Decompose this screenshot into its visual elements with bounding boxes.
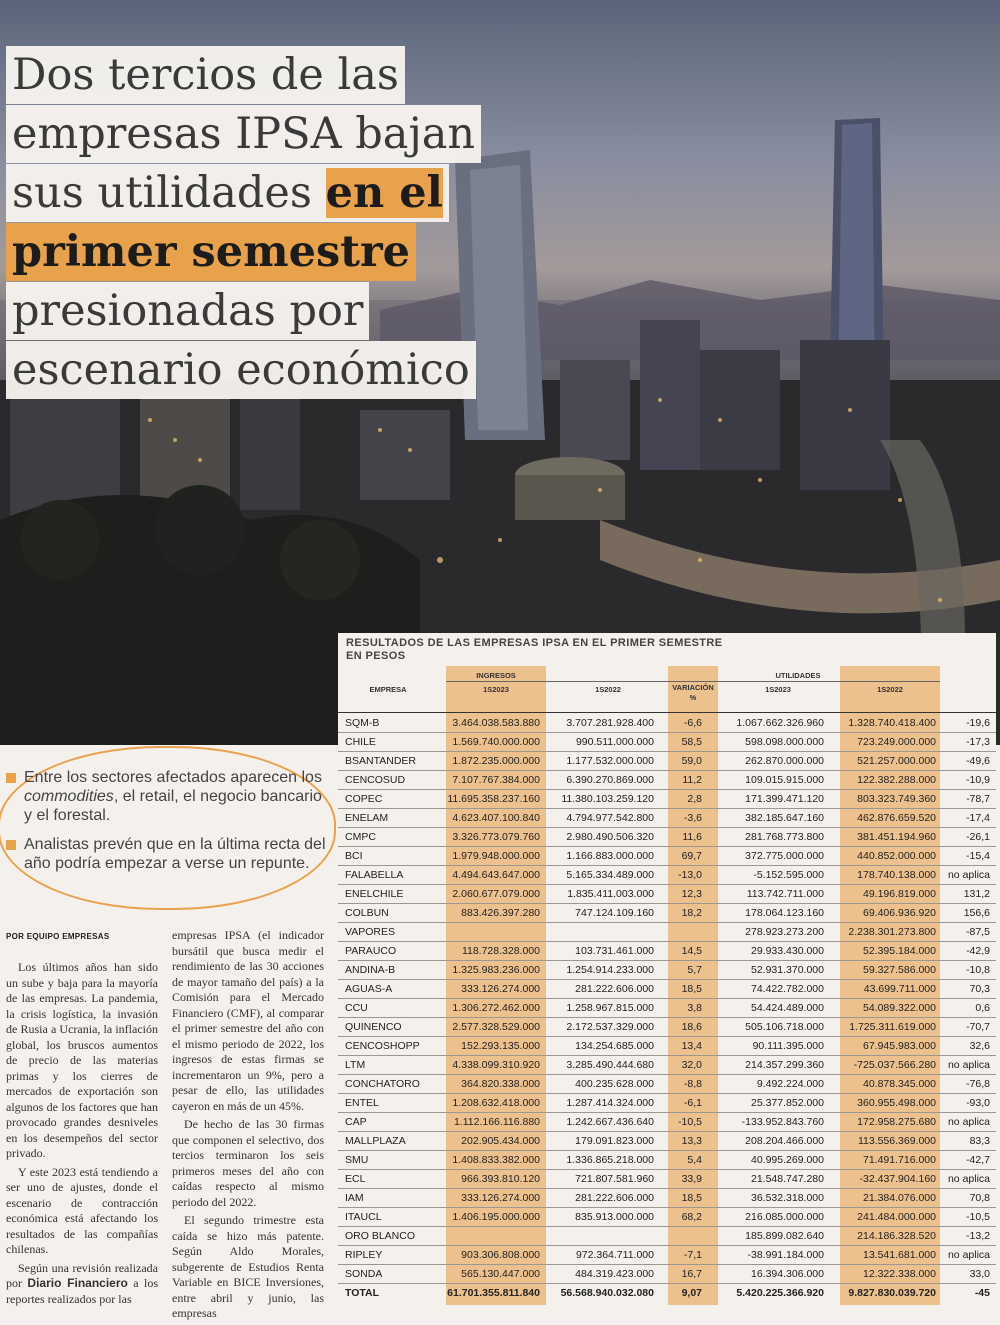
cell-utilidades-2022: 40.878.345.000 xyxy=(863,1078,936,1090)
cell-utilidades-2022: 241.484.000.000 xyxy=(857,1211,936,1223)
cell-utilidades-2022: 71.491.716.000 xyxy=(863,1154,936,1166)
cell-ingresos-2023: 2.060.677.079.000 xyxy=(452,888,540,900)
cell-empresa: ITAUCL xyxy=(345,1211,382,1223)
cell-utilidades-variacion: -93,0 xyxy=(966,1097,990,1109)
table-row xyxy=(338,885,996,904)
cell-utilidades-2022: 723.249.000.000 xyxy=(857,736,936,748)
cell-variacion: 32,0 xyxy=(681,1059,702,1071)
cell-empresa: ENELCHILE xyxy=(345,888,404,900)
table-row xyxy=(338,980,996,999)
table-row xyxy=(338,904,996,923)
cell-ingresos-2023: 1.979.948.000.000 xyxy=(452,850,540,862)
cell-ingresos-2023: 202.905.434.000 xyxy=(461,1135,540,1147)
cell-utilidades-2023: -38.991.184.000 xyxy=(747,1249,824,1261)
table-row xyxy=(338,923,996,942)
cell-ingresos-2022: 1.258.967.815.000 xyxy=(566,1002,654,1014)
cell-utilidades-variacion: no aplica xyxy=(947,1059,990,1071)
cell-utilidades-2022: 803.323.749.360 xyxy=(857,793,936,805)
cell-empresa: VAPORES xyxy=(345,926,395,938)
cell-empresa: ENTEL xyxy=(345,1097,379,1109)
cell-empresa: CMPC xyxy=(345,831,376,843)
cell-empresa: FALABELLA xyxy=(345,869,404,881)
bullet-text: Analistas prevén que en la última recta del año podría empezar a verse un repunte. xyxy=(24,836,326,872)
table-row xyxy=(338,733,996,752)
cell-utilidades-2022: 462.876.659.520 xyxy=(857,812,936,824)
cell-utilidades-variacion: -26,1 xyxy=(966,831,990,843)
cell-utilidades-2022: 440.852.000.000 xyxy=(857,850,936,862)
table-row xyxy=(338,1208,996,1227)
cell-variacion: -6,1 xyxy=(683,1097,702,1109)
table-row xyxy=(338,752,996,771)
cell-utilidades-variacion: -42,9 xyxy=(966,945,990,957)
cell-ingresos-2022: 281.222.606.000 xyxy=(575,1192,654,1204)
table-row xyxy=(338,1151,996,1170)
cell-ingresos-2022: 5.165.334.489.000 xyxy=(566,869,654,881)
cell-utilidades-variacion: -76,8 xyxy=(966,1078,990,1090)
cell-variacion: 16,7 xyxy=(681,1268,702,1280)
header-ingresos: INGRESOS xyxy=(476,671,516,680)
cell-utilidades-2022: 113.556.369.000 xyxy=(857,1135,936,1147)
bullet-item xyxy=(6,835,326,873)
headline-line-3-highlight: en el xyxy=(325,168,443,218)
header-ingresos-2022: 1S2022 xyxy=(595,685,621,694)
cell-empresa: RIPLEY xyxy=(345,1249,383,1261)
cell-ingresos-2023: 7.107.767.384.000 xyxy=(452,774,540,786)
cell-ingresos-2022: 2.172.537.329.000 xyxy=(566,1021,654,1033)
cell-ingresos-2023: 3.464.038.583.880 xyxy=(452,717,540,729)
cell-utilidades-variacion: 70,8 xyxy=(969,1192,990,1204)
summary-bullets xyxy=(6,768,326,883)
cell-variacion: 12,3 xyxy=(681,888,702,900)
cell-variacion: 14,5 xyxy=(681,945,702,957)
cell-ingresos-2023: 903.306.808.000 xyxy=(461,1249,540,1261)
cell-utilidades-2022: 172.958.275.680 xyxy=(857,1116,936,1128)
cell-ingresos-2022: 134.254.685.000 xyxy=(575,1040,654,1052)
cell-ingresos-2023: 883.426.397.280 xyxy=(461,907,540,919)
cell-ingresos-2022: 4.794.977.542.800 xyxy=(566,812,654,824)
cell-utilidades-variacion: -10,9 xyxy=(966,774,990,786)
cell-empresa: MALLPLAZA xyxy=(345,1135,406,1147)
header-rule xyxy=(338,712,996,713)
cell-ingresos-2023: 1.306.272.462.000 xyxy=(452,1002,540,1014)
cell-utilidades-2023: -5.152.595.000 xyxy=(753,869,824,881)
cell-utilidades-variacion: 156,6 xyxy=(963,907,990,919)
headline-line-5: presionadas por xyxy=(6,282,369,340)
table-row xyxy=(338,1094,996,1113)
cell-variacion: 69,7 xyxy=(681,850,702,862)
cell-utilidades-2022: 1.725.311.619.000 xyxy=(849,1021,936,1033)
bullet-item xyxy=(6,768,326,825)
cell-empresa: PARAUCO xyxy=(345,945,397,957)
header-variacion: VARIACIÓN xyxy=(672,683,714,692)
cell-utilidades-2023: 214.357.299.360 xyxy=(745,1059,824,1071)
cell-utilidades-variacion: no aplica xyxy=(947,1173,990,1185)
cell-utilidades-variacion: -17,4 xyxy=(966,812,990,824)
table-row xyxy=(338,1189,996,1208)
cell-ingresos-2022: 179.091.823.000 xyxy=(575,1135,654,1147)
cell-utilidades-2022: 2.238.301.273.800 xyxy=(848,926,936,938)
cell-utilidades-2023: 29.933.430.000 xyxy=(751,945,824,957)
cell-utilidades-2023: 1.067.662.326.960 xyxy=(736,717,824,729)
bullet-square-icon xyxy=(6,773,16,783)
cell-ingresos-2023: 4.338.099.310.920 xyxy=(452,1059,540,1071)
cell-utilidades-2022: 1.328.740.418.400 xyxy=(848,717,936,729)
cell-empresa: COPEC xyxy=(345,793,383,805)
cell-variacion: 11,2 xyxy=(682,774,702,786)
cell-utilidades-2023: 52.931.370.000 xyxy=(751,964,824,976)
cell-utilidades-2023: 54.424.489.000 xyxy=(751,1002,824,1014)
cell-utilidades-variacion: -19,6 xyxy=(966,717,990,729)
cell-utilidades-2023: 281.768.773.800 xyxy=(745,831,824,843)
cell-utilidades-2022: 69.406.936.920 xyxy=(863,907,936,919)
cell-utilidades-2023: 90.111.395.000 xyxy=(752,1040,824,1052)
cell-utilidades-2022: 54.089.322.000 xyxy=(863,1002,936,1014)
cell-variacion: -10,5 xyxy=(678,1116,702,1128)
cell-ingresos-2022: 3.285.490.444.680 xyxy=(566,1059,654,1071)
cell-empresa: ECL xyxy=(345,1173,366,1185)
table-row xyxy=(338,1227,996,1246)
cell-ingresos-2023: 1.112.166.116.880 xyxy=(453,1116,540,1128)
cell-ingresos-2023: 1.408.833.382.000 xyxy=(452,1154,540,1166)
cell-empresa: SONDA xyxy=(345,1268,383,1280)
cell-utilidades-2023: 278.923.273.200 xyxy=(745,926,824,938)
table-row xyxy=(338,1037,996,1056)
cell-empresa: COLBUN xyxy=(345,907,389,919)
cell-utilidades-2022: 43.699.711.000 xyxy=(863,983,936,995)
header-utilidades-2023: 1S2023 xyxy=(765,685,791,694)
cell-utilidades-variacion: -87,5 xyxy=(966,926,990,938)
cell-utilidades-2023: -133.952.843.760 xyxy=(741,1116,824,1128)
cell-ingresos-2022: 835.913.000.000 xyxy=(575,1211,654,1223)
cell-utilidades-2023: 598.098.000.000 xyxy=(745,736,824,748)
cell-empresa: QUINENCO xyxy=(345,1021,402,1033)
cell-variacion: -8,8 xyxy=(683,1078,702,1090)
cell-utilidades-2023: 16.394.306.000 xyxy=(751,1268,824,1280)
table-row xyxy=(338,1075,996,1094)
table-row xyxy=(338,1265,996,1284)
cell-ingresos-2023: 1.208.632.418.000 xyxy=(452,1097,540,1109)
cell-ingresos-2023: 1.569.740.000.000 xyxy=(452,736,540,748)
bullet-square-icon xyxy=(6,840,16,850)
cell-empresa: ENELAM xyxy=(345,812,389,824)
cell-utilidades-variacion: 32,6 xyxy=(969,1040,990,1052)
table-row xyxy=(338,714,996,733)
table-title: RESULTADOS DE LAS EMPRESAS IPSA EN EL PRIMER SEMESTRE EN PESOS xyxy=(346,637,723,662)
cell-utilidades-2022: -725.037.566.280 xyxy=(853,1059,936,1071)
cell-variacion: 11,6 xyxy=(682,831,702,843)
article-column-2 xyxy=(172,928,324,1325)
cell-utilidades-2023: 109.015.915.000 xyxy=(745,774,824,786)
cell-utilidades-2022: 521.257.000.000 xyxy=(857,755,936,767)
cell-utilidades-variacion: -10,8 xyxy=(966,964,990,976)
cell-empresa: SMU xyxy=(345,1154,369,1166)
cell-variacion: 5,4 xyxy=(687,1154,702,1166)
table-row xyxy=(338,847,996,866)
headline-line-1: Dos tercios de las xyxy=(6,46,405,104)
cell-utilidades-variacion: -45 xyxy=(974,1287,990,1299)
table-row xyxy=(338,809,996,828)
cell-ingresos-2022: 1.242.667.436.640 xyxy=(566,1116,654,1128)
cell-ingresos-2023: 1.872.235.000.000 xyxy=(452,755,540,767)
cell-empresa: LTM xyxy=(345,1059,366,1071)
cell-empresa: CHILE xyxy=(345,736,376,748)
cell-ingresos-2022: 11.380.103.259.120 xyxy=(561,793,654,805)
cell-utilidades-2022: -32.437.904.160 xyxy=(859,1173,936,1185)
cell-utilidades-2022: 49.196.819.000 xyxy=(863,888,936,900)
cell-variacion: 18,6 xyxy=(681,1021,702,1033)
table-row xyxy=(338,942,996,961)
cell-utilidades-2023: 25.377.852.000 xyxy=(751,1097,824,1109)
results-table xyxy=(338,633,996,1305)
cell-empresa: IAM xyxy=(345,1192,364,1204)
cell-empresa: CENCOSUD xyxy=(345,774,406,786)
cell-utilidades-2023: 505.106.718.000 xyxy=(745,1021,824,1033)
cell-ingresos-2023: 966.393.810.120 xyxy=(461,1173,540,1185)
cell-utilidades-variacion: -49,6 xyxy=(966,755,990,767)
cell-variacion: 5,7 xyxy=(687,964,702,976)
cell-ingresos-2023: 2.577.328.529.000 xyxy=(452,1021,540,1033)
table-total-row xyxy=(338,1284,996,1303)
cell-utilidades-2023: 21.548.747.280 xyxy=(751,1173,824,1185)
cell-utilidades-variacion: -13,2 xyxy=(966,1230,990,1242)
cell-utilidades-2023: 5.420.225.366.920 xyxy=(736,1287,824,1299)
headline-line-2: empresas IPSA bajan xyxy=(6,105,481,163)
cell-utilidades-2022: 122.382.288.000 xyxy=(857,774,936,786)
cell-utilidades-2022: 360.955.498.000 xyxy=(857,1097,936,1109)
table-row xyxy=(338,1132,996,1151)
cell-variacion: -6,6 xyxy=(683,717,702,729)
cell-utilidades-variacion: -42,7 xyxy=(966,1154,990,1166)
cell-utilidades-variacion: -17,3 xyxy=(966,736,990,748)
cell-variacion: 18,5 xyxy=(681,1192,702,1204)
headline-line-3 xyxy=(6,164,449,222)
article-paragraph: El segundo trimestre esta caída se hizo más patente. Según Aldo Morales, subgerente de Estudios Renta Variable en BICE Inversiones, entre abril y junio, las empresas xyxy=(172,1213,324,1320)
cell-utilidades-2022: 21.384.076.000 xyxy=(863,1192,936,1204)
cell-empresa: ORO BLANCO xyxy=(345,1230,416,1242)
cell-variacion: -7,1 xyxy=(683,1249,702,1261)
cell-variacion: 2,8 xyxy=(687,793,702,805)
table-row xyxy=(338,866,996,885)
headline-line-4: primer semestre xyxy=(6,223,416,281)
header-empresa: EMPRESA xyxy=(369,685,407,694)
cell-utilidades-variacion: -15,4 xyxy=(966,850,990,862)
bullet-text: Entre los sectores afectados aparecen los commodities, el retail, el negocio bancario y el forestal. xyxy=(24,769,322,824)
cell-utilidades-2023: 372.775.000.000 xyxy=(745,850,824,862)
cell-utilidades-variacion: -78,7 xyxy=(966,793,990,805)
article-paragraph: Los últimos años han sido un sube y baja para la mayoría de las empresas. La pandemia, la crisis logística, la invasión de Rusia a Ucrania, la inflación global, los bruscos aumentos de precio de las materias primas y los cierres de mercados de exportación son algunos de los factores que han provocado grandes desniveles en los desempeños del sector privado. xyxy=(6,960,158,1160)
cell-utilidades-variacion: 83,3 xyxy=(969,1135,990,1147)
cell-ingresos-2022: 6.390.270.869.000 xyxy=(566,774,654,786)
cell-ingresos-2023: 61.701.355.811.840 xyxy=(447,1287,540,1299)
group-rule xyxy=(446,681,718,682)
cell-ingresos-2022: 721.807.581.960 xyxy=(575,1173,654,1185)
cell-variacion: 33,9 xyxy=(681,1173,702,1185)
cell-utilidades-2023: 36.532.318.000 xyxy=(751,1192,824,1204)
cell-ingresos-2022: 3.707.281.928.400 xyxy=(566,717,654,729)
cell-utilidades-2023: 171.399.471.120 xyxy=(745,793,824,805)
cell-utilidades-variacion: 70,3 xyxy=(969,983,990,995)
cell-utilidades-variacion: no aplica xyxy=(947,1249,990,1261)
cell-utilidades-2022: 52.395.184.000 xyxy=(863,945,936,957)
header-utilidades: UTILIDADES xyxy=(775,671,821,680)
cell-ingresos-2023: 364.820.338.000 xyxy=(461,1078,540,1090)
article-paragraph: Según una revisión realizada por Diario Financiero a los reportes realizados por las xyxy=(6,1260,158,1306)
cell-utilidades-2022: 12.322.338.000 xyxy=(863,1268,936,1280)
cell-utilidades-2023: 185.899.082.640 xyxy=(745,1230,824,1242)
cell-empresa: AGUAS-A xyxy=(345,983,393,995)
table-row xyxy=(338,771,996,790)
cell-ingresos-2023: 4.494.643.647.000 xyxy=(452,869,540,881)
table-row xyxy=(338,1056,996,1075)
cell-ingresos-2022: 1.835.411.003.000 xyxy=(567,888,654,900)
cell-variacion: 18,5 xyxy=(681,983,702,995)
cell-ingresos-2022: 1.287.414.324.000 xyxy=(566,1097,654,1109)
cell-variacion: 18,2 xyxy=(681,907,702,919)
cell-empresa: CENCOSHOPP xyxy=(345,1040,420,1052)
article-paragraph: empresas IPSA (el indicador bursátil que busca medir el rendimiento de las 30 acciones de mayor tamaño del país) a la Comisión para el Mercado Financiero (CMF), al comparar el primer semestre del año con el mismo periodo de 2022, los ingresos de estas firmas se incrementaron un 9%, pero a pesar de ello, las utilidades cayeron en más de un 45%. xyxy=(172,928,324,1113)
cell-utilidades-2022: 178.740.138.000 xyxy=(857,869,936,881)
cell-variacion: -13,0 xyxy=(678,869,702,881)
cell-variacion: 13,3 xyxy=(681,1135,702,1147)
cell-utilidades-variacion: 33,0 xyxy=(969,1268,990,1280)
cell-ingresos-2023: 1.406.195.000.000 xyxy=(452,1211,540,1223)
cell-utilidades-variacion: no aplica xyxy=(947,1116,990,1128)
cell-ingresos-2022: 1.166.883.000.000 xyxy=(566,850,654,862)
cell-utilidades-2022: 9.827.830.039.720 xyxy=(848,1287,936,1299)
table-row xyxy=(338,999,996,1018)
cell-variacion: 9,07 xyxy=(681,1287,702,1299)
cell-ingresos-2022: 747.124.109.160 xyxy=(575,907,654,919)
headline-line-3-regular: sus utilidades xyxy=(12,168,326,218)
cell-utilidades-2022: 67.945.983.000 xyxy=(863,1040,936,1052)
cell-empresa: CAP xyxy=(345,1116,367,1128)
cell-ingresos-2023: 3.326.773.079.760 xyxy=(452,831,540,843)
cell-empresa: CONCHATORO xyxy=(345,1078,420,1090)
headline-line-6: escenario económico xyxy=(6,341,476,399)
cell-empresa: TOTAL xyxy=(345,1287,380,1299)
cell-ingresos-2022: 972.364.711.000 xyxy=(575,1249,654,1261)
table-row xyxy=(338,1246,996,1265)
table-row xyxy=(338,1170,996,1189)
cell-utilidades-2022: 59.327.586.000 xyxy=(863,964,936,976)
cell-ingresos-2023: 333.126.274.000 xyxy=(461,1192,540,1204)
table-row xyxy=(338,1113,996,1132)
cell-empresa: ANDINA-B xyxy=(345,964,396,976)
table-row xyxy=(338,828,996,847)
cell-ingresos-2022: 1.336.865.218.000 xyxy=(566,1154,654,1166)
cell-empresa: SQM-B xyxy=(345,717,380,729)
cell-ingresos-2023: 118.728.328.000 xyxy=(461,945,540,957)
cell-ingresos-2023: 11.695.358.237.160 xyxy=(447,793,540,805)
cell-ingresos-2023: 1.325.983.236.000 xyxy=(452,964,540,976)
cell-ingresos-2023: 333.126.274.000 xyxy=(461,983,540,995)
byline: POR EQUIPO EMPRESAS xyxy=(6,932,110,941)
cell-utilidades-variacion: -70,7 xyxy=(966,1021,990,1033)
cell-utilidades-2023: 178.064.123.160 xyxy=(745,907,824,919)
cell-empresa: BCI xyxy=(345,850,363,862)
cell-utilidades-2023: 216.085.000.000 xyxy=(745,1211,824,1223)
cell-utilidades-variacion: no aplica xyxy=(947,869,990,881)
article-column-1 xyxy=(6,960,158,1310)
header-variacion-pct: % xyxy=(689,693,697,702)
cell-ingresos-2022: 56.568.940.032.080 xyxy=(560,1287,654,1299)
table-row xyxy=(338,1018,996,1037)
cell-variacion: 59,0 xyxy=(681,755,702,767)
cell-ingresos-2023: 4.623.407.100.840 xyxy=(452,812,540,824)
cell-variacion: -3,6 xyxy=(683,812,702,824)
header-ingresos-2023: 1S2023 xyxy=(483,685,509,694)
cell-utilidades-2022: 381.451.194.960 xyxy=(857,831,936,843)
cell-utilidades-2023: 208.204.466.000 xyxy=(745,1135,824,1147)
cell-ingresos-2023: 565.130.447.000 xyxy=(461,1268,540,1280)
table-header xyxy=(338,669,996,713)
cell-utilidades-2023: 382.185.647.160 xyxy=(745,812,824,824)
article-paragraph: De hecho de las 30 firmas que componen el selectivo, dos tercios terminaron los seis primeros meses del año con caídas respecto al mismo periodo del 2022. xyxy=(172,1117,324,1209)
header-utilidades-2022: 1S2022 xyxy=(877,685,903,694)
cell-utilidades-variacion: 131,2 xyxy=(963,888,990,900)
cell-utilidades-2023: 262.870.000.000 xyxy=(745,755,824,767)
cell-ingresos-2022: 484.319.423.000 xyxy=(575,1268,654,1280)
cell-utilidades-2023: 113.742.711.000 xyxy=(746,888,824,900)
cell-empresa: CCU xyxy=(345,1002,368,1014)
cell-variacion: 13,4 xyxy=(681,1040,702,1052)
cell-utilidades-2023: 74.422.782.000 xyxy=(751,983,824,995)
cell-utilidades-2022: 13.541.681.000 xyxy=(863,1249,936,1261)
cell-ingresos-2023: 152.293.135.000 xyxy=(461,1040,540,1052)
cell-ingresos-2022: 1.254.914.233.000 xyxy=(566,964,654,976)
table-row xyxy=(338,790,996,809)
cell-ingresos-2022: 1.177.532.000.000 xyxy=(566,755,654,767)
cell-utilidades-2023: 40.995.269.000 xyxy=(751,1154,824,1166)
cell-utilidades-variacion: -10,5 xyxy=(966,1211,990,1223)
cell-ingresos-2022: 2.980.490.506.320 xyxy=(566,831,654,843)
cell-ingresos-2022: 281.222.606.000 xyxy=(575,983,654,995)
cell-empresa: BSANTANDER xyxy=(345,755,416,767)
cell-utilidades-variacion: 0,6 xyxy=(975,1002,990,1014)
cell-utilidades-2022: 214.186.328.520 xyxy=(857,1230,936,1242)
cell-ingresos-2022: 400.235.628.000 xyxy=(575,1078,654,1090)
table-row xyxy=(338,961,996,980)
cell-variacion: 3,8 xyxy=(687,1002,702,1014)
cell-utilidades-2023: 9.492.224.000 xyxy=(756,1078,824,1090)
article-paragraph: Y este 2023 está tendiendo a ser uno de ajustes, donde el escenario de contracción económica está afectando los resultados de las compañías chilenas. xyxy=(6,1164,158,1256)
cell-ingresos-2022: 990.511.000.000 xyxy=(575,736,654,748)
cell-variacion: 68,2 xyxy=(681,1211,702,1223)
headline xyxy=(6,46,496,400)
group-rule xyxy=(718,681,940,682)
cell-variacion: 58,5 xyxy=(681,736,702,748)
cell-ingresos-2022: 103.731.461.000 xyxy=(575,945,654,957)
